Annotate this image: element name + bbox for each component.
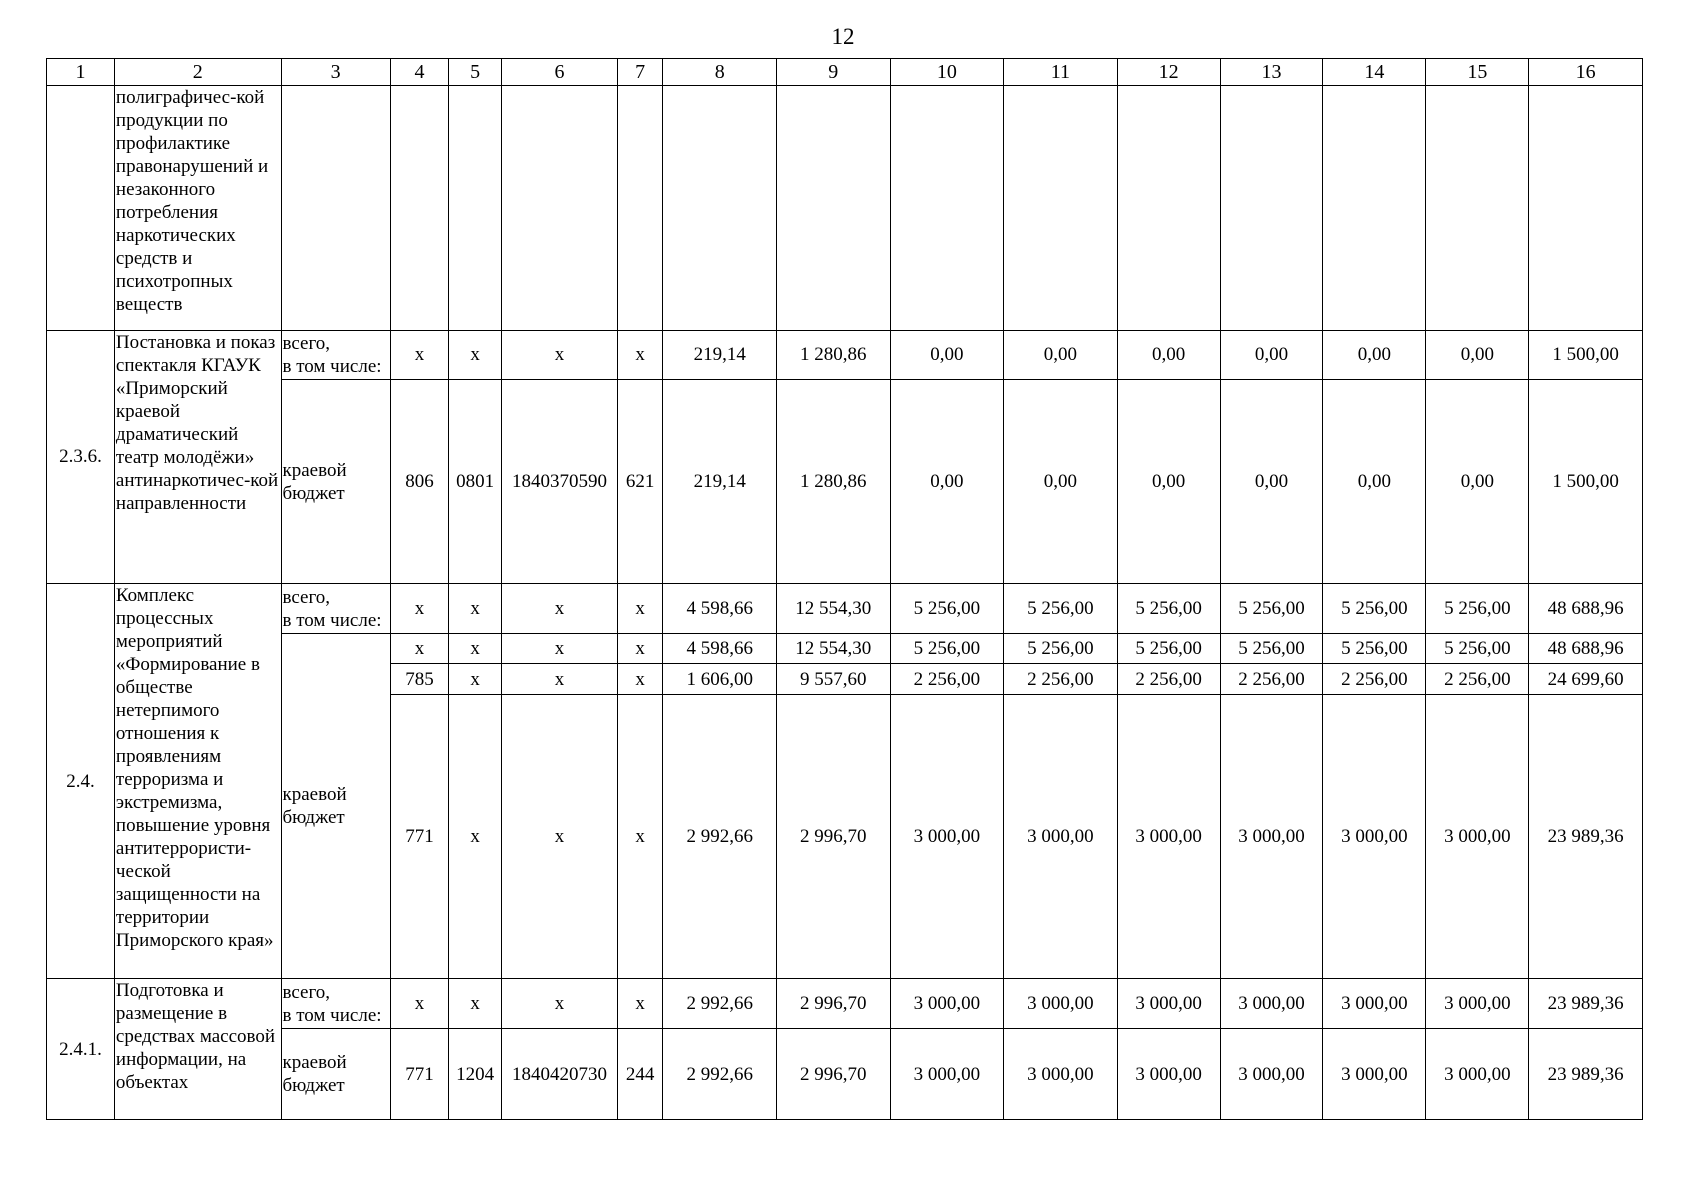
- table-cell: x: [449, 979, 502, 1029]
- table-cell: x: [449, 664, 502, 695]
- measure-name: Подготовка и размещение в средствах массовой информации, на объектах: [114, 979, 281, 1120]
- table-cell: 5 256,00: [1220, 584, 1323, 634]
- budget-table: [46, 58, 1643, 1120]
- table-cell: 3 000,00: [1426, 1029, 1529, 1120]
- column-header: 5: [449, 59, 502, 86]
- label-line: всего,: [282, 332, 331, 354]
- column-header: 16: [1529, 59, 1643, 86]
- table-cell: [1117, 86, 1220, 330]
- section-code: 2.3.6.: [47, 330, 115, 584]
- table-cell: 1 280,86: [777, 380, 891, 584]
- table-cell: 806: [390, 380, 448, 584]
- table-cell: 5 256,00: [1004, 633, 1118, 664]
- label-line: краевой: [282, 784, 347, 806]
- table-cell: x: [390, 330, 448, 380]
- table-cell: 219,14: [663, 330, 777, 380]
- table-cell: 2 256,00: [1323, 664, 1426, 695]
- table-cell: 1 500,00: [1529, 330, 1643, 380]
- column-header: 2: [114, 59, 281, 86]
- table-cell: 5 256,00: [1426, 633, 1529, 664]
- label-line: всего,: [282, 981, 331, 1003]
- table-cell: 24 699,60: [1529, 664, 1643, 695]
- table-cell: x: [390, 633, 448, 664]
- table-cell: 785: [390, 664, 448, 695]
- column-header: 1: [47, 59, 115, 86]
- table-cell: 2 992,66: [663, 695, 777, 979]
- table-cell: [390, 86, 448, 330]
- column-header: 15: [1426, 59, 1529, 86]
- measure-name: полиграфичес-кой продукции по профилактике правонарушений и незаконного потребления наркотических средств и психотропных веществ: [114, 86, 281, 330]
- table-cell: x: [390, 584, 448, 634]
- table-cell: 2 992,66: [663, 979, 777, 1029]
- table-cell: 5 256,00: [1117, 633, 1220, 664]
- table-cell: 3 000,00: [1323, 695, 1426, 979]
- table-cell: 1840420730: [502, 1029, 618, 1120]
- table-cell: 23 989,36: [1529, 695, 1643, 979]
- table-cell: 23 989,36: [1529, 1029, 1643, 1120]
- table-cell: 0,00: [1117, 380, 1220, 584]
- page-number: 12: [831, 24, 855, 49]
- table-cell: x: [617, 330, 663, 380]
- source-label: [281, 633, 390, 979]
- table-cell: 0,00: [1004, 380, 1118, 584]
- table-cell: 9 557,60: [777, 664, 891, 695]
- table-cell: 1840370590: [502, 380, 618, 584]
- label-line: краевой: [282, 1052, 347, 1074]
- table-cell: 244: [617, 1029, 663, 1120]
- table-cell: 3 000,00: [1323, 1029, 1426, 1120]
- table-cell: 3 000,00: [1220, 979, 1323, 1029]
- label-line: в том числе:: [282, 1004, 382, 1026]
- column-header: 13: [1220, 59, 1323, 86]
- table-cell: 3 000,00: [1220, 695, 1323, 979]
- table-cell: 2 256,00: [890, 664, 1004, 695]
- column-header: 8: [663, 59, 777, 86]
- column-header: 4: [390, 59, 448, 86]
- table-cell: x: [502, 979, 618, 1029]
- table-cell: x: [617, 633, 663, 664]
- table-cell: x: [449, 584, 502, 634]
- table-cell: 3 000,00: [1117, 695, 1220, 979]
- table-cell: 2 256,00: [1004, 664, 1118, 695]
- continued-row: [47, 86, 1643, 330]
- total-label: [281, 979, 390, 1029]
- table-cell: x: [502, 584, 618, 634]
- table-cell: [890, 86, 1004, 330]
- table-cell: 4 598,66: [663, 633, 777, 664]
- table-cell: 2 256,00: [1220, 664, 1323, 695]
- table-row: [47, 584, 1643, 634]
- table-row: [47, 330, 1643, 380]
- table-cell: 219,14: [663, 380, 777, 584]
- table-cell: [617, 86, 663, 330]
- table-body: [47, 59, 1643, 1120]
- label-line: бюджет: [282, 1075, 345, 1097]
- table-cell: 0,00: [1323, 380, 1426, 584]
- table-cell: 0,00: [1004, 330, 1118, 380]
- column-header: 3: [281, 59, 390, 86]
- table-cell: x: [449, 633, 502, 664]
- table-cell: [449, 86, 502, 330]
- table-cell: [777, 86, 891, 330]
- table-cell: 0,00: [1117, 330, 1220, 380]
- measure-name: Постановка и показ спектакля КГАУК «Приморский краевой драматический театр молодёжи» антинаркотичес-кой направленности: [114, 330, 281, 584]
- table-cell: x: [390, 979, 448, 1029]
- table-cell: [1529, 86, 1643, 330]
- table-cell: x: [502, 664, 618, 695]
- table-cell: 3 000,00: [1426, 695, 1529, 979]
- table-cell: x: [617, 584, 663, 634]
- table-cell: 5 256,00: [1117, 584, 1220, 634]
- table-cell: [502, 86, 618, 330]
- column-header: 14: [1323, 59, 1426, 86]
- table-cell: 3 000,00: [1004, 1029, 1118, 1120]
- table-cell: 12 554,30: [777, 584, 891, 634]
- table-cell: 3 000,00: [1004, 695, 1118, 979]
- label-line: в том числе:: [282, 609, 382, 631]
- table-cell: 771: [390, 1029, 448, 1120]
- table-cell: 0,00: [890, 330, 1004, 380]
- table-cell: 1 280,86: [777, 330, 891, 380]
- label-line: краевой: [282, 459, 347, 481]
- table-cell: [663, 86, 777, 330]
- column-header: 10: [890, 59, 1004, 86]
- table-cell: 5 256,00: [1426, 584, 1529, 634]
- source-label: [281, 380, 390, 584]
- table-cell: 3 000,00: [890, 695, 1004, 979]
- table-cell: [1426, 86, 1529, 330]
- column-header: 12: [1117, 59, 1220, 86]
- table-cell: 3 000,00: [1220, 1029, 1323, 1120]
- table-cell: 3 000,00: [1323, 979, 1426, 1029]
- table-cell: 1 500,00: [1529, 380, 1643, 584]
- column-header: 11: [1004, 59, 1118, 86]
- table-cell: 1 606,00: [663, 664, 777, 695]
- table-cell: 621: [617, 380, 663, 584]
- table-cell: [1323, 86, 1426, 330]
- table-row: [47, 1029, 1643, 1120]
- table-cell: 2 996,70: [777, 1029, 891, 1120]
- table-cell: 2 996,70: [777, 979, 891, 1029]
- table-cell: x: [502, 633, 618, 664]
- table-cell: 3 000,00: [890, 1029, 1004, 1120]
- table-cell: x: [617, 664, 663, 695]
- column-header: 6: [502, 59, 618, 86]
- table-cell: x: [617, 979, 663, 1029]
- table-cell: 2 996,70: [777, 695, 891, 979]
- table-cell: 5 256,00: [890, 584, 1004, 634]
- table-cell: 0,00: [890, 380, 1004, 584]
- table-cell: 5 256,00: [890, 633, 1004, 664]
- total-label: [281, 584, 390, 634]
- table-cell: 0801: [449, 380, 502, 584]
- label-line: всего,: [282, 586, 331, 608]
- table-cell: 4 598,66: [663, 584, 777, 634]
- table-cell: 0,00: [1426, 380, 1529, 584]
- table-cell: 48 688,96: [1529, 584, 1643, 634]
- table-cell: 48 688,96: [1529, 633, 1643, 664]
- section-code: 2.4.: [47, 584, 115, 979]
- total-label: [281, 330, 390, 380]
- header-row: [47, 59, 1643, 86]
- table-cell: 0,00: [1220, 330, 1323, 380]
- column-header: 7: [617, 59, 663, 86]
- label-line: бюджет: [282, 807, 345, 829]
- table-cell: 5 256,00: [1004, 584, 1118, 634]
- table-cell: 0,00: [1220, 380, 1323, 584]
- table-cell: 12 554,30: [777, 633, 891, 664]
- table-cell: [281, 86, 390, 330]
- measure-name: Комплекс процессных мероприятий «Формирование в обществе нетерпимого отношения к проявлениям терроризма и экстремизма, повышение уровня антитеррористи-ческой защищенности на территории Приморского края»: [114, 584, 281, 979]
- table-cell: 771: [390, 695, 448, 979]
- table-cell: x: [502, 330, 618, 380]
- table-cell: 5 256,00: [1220, 633, 1323, 664]
- table-cell: 2 256,00: [1426, 664, 1529, 695]
- table-cell: x: [449, 695, 502, 979]
- label-line: бюджет: [282, 482, 345, 504]
- table-cell: 2 992,66: [663, 1029, 777, 1120]
- table-cell: 5 256,00: [1323, 584, 1426, 634]
- table-cell: 23 989,36: [1529, 979, 1643, 1029]
- table-cell: 0,00: [1323, 330, 1426, 380]
- source-label: [281, 1029, 390, 1120]
- table-cell: 3 000,00: [1117, 979, 1220, 1029]
- table-cell: [1220, 86, 1323, 330]
- table-cell: [47, 86, 115, 330]
- section-code: 2.4.1.: [47, 979, 115, 1120]
- table-cell: 3 000,00: [890, 979, 1004, 1029]
- label-line: в том числе:: [282, 355, 382, 377]
- table-cell: 3 000,00: [1426, 979, 1529, 1029]
- table-row: [47, 633, 1643, 664]
- table-cell: 2 256,00: [1117, 664, 1220, 695]
- table-row: [47, 979, 1643, 1029]
- table-cell: 0,00: [1426, 330, 1529, 380]
- table-cell: 1204: [449, 1029, 502, 1120]
- table-cell: 3 000,00: [1004, 979, 1118, 1029]
- table-cell: [1004, 86, 1118, 330]
- table-cell: x: [502, 695, 618, 979]
- column-header: 9: [777, 59, 891, 86]
- table-cell: x: [617, 695, 663, 979]
- table-row: [47, 380, 1643, 584]
- table-cell: 3 000,00: [1117, 1029, 1220, 1120]
- table-cell: x: [449, 330, 502, 380]
- table-cell: 5 256,00: [1323, 633, 1426, 664]
